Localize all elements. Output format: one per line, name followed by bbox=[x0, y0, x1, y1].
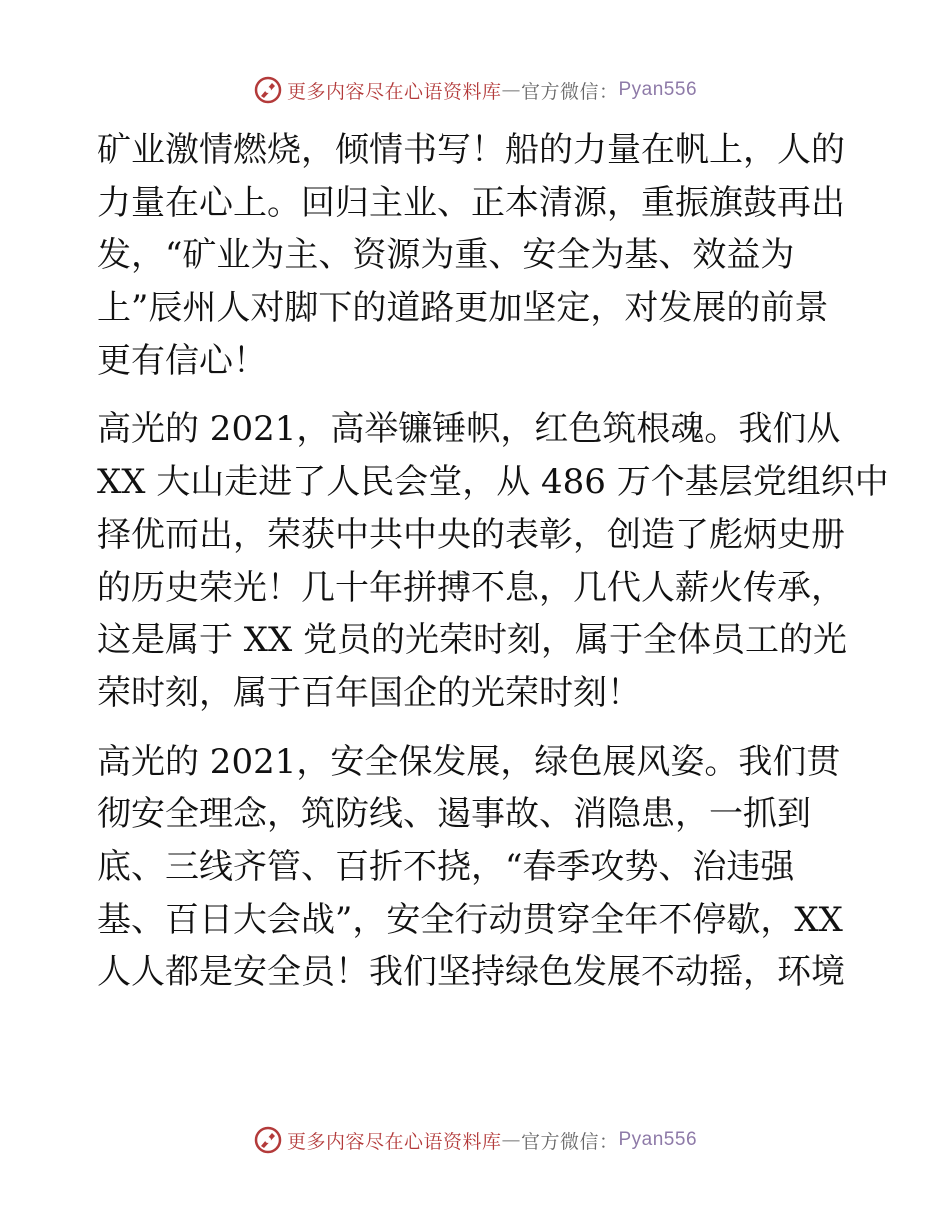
text-line: 上”辰州人对脚下的道路更加坚定，对发展的前景 bbox=[97, 288, 829, 329]
text-line: 发，“矿业为主、资源为重、安全为基、效益为 bbox=[97, 235, 795, 276]
text-line: 基、百日大会战”，安全行动贯穿全年不停歇，XX bbox=[97, 899, 843, 940]
paragraph-2 bbox=[97, 403, 889, 719]
text-line: XX 大山走进了人民会堂，从 486 万个基层党组织中 bbox=[97, 462, 889, 503]
paragraph-1 bbox=[97, 124, 857, 387]
footer-watermark bbox=[0, 1120, 950, 1160]
text-line: 人人都是安全员！我们坚持绿色发展不动摇，环境 bbox=[97, 952, 845, 993]
watermark-id: Pyan556 bbox=[618, 79, 698, 100]
text-line: 彻安全理念，筑防线、遏事故、消隐患，一抓到 bbox=[97, 794, 811, 835]
logo-icon bbox=[253, 1125, 283, 1155]
paragraph-3 bbox=[97, 736, 857, 999]
text-line: 矿业激情燃烧，倾情书写！船的力量在帆上，人的 bbox=[97, 130, 845, 170]
document-body bbox=[97, 124, 889, 1015]
text-line: 荣时刻，属于百年国企的光荣时刻！ bbox=[97, 672, 641, 713]
watermark-dash: — bbox=[501, 1129, 521, 1151]
text-line: 的历史荣光！几十年拼搏不息，几代人薪火传承， bbox=[97, 567, 845, 608]
watermark-text: 更多内容尽在心语资料库 bbox=[286, 1130, 502, 1153]
watermark-text: 更多内容尽在心语资料库 bbox=[286, 80, 502, 103]
text-line: 高光的 2021，高举镰锤帜，红色筑根魂。我们从 bbox=[97, 409, 841, 450]
text-line: 这是属于 XX 党员的光荣时刻，属于全体员工的光 bbox=[97, 620, 848, 661]
text-line: 底、三线齐管、百折不挠，“春季攻势、治违强 bbox=[97, 846, 795, 887]
text-line: 择优而出，荣获中共中央的表彰，创造了彪炳史册 bbox=[97, 514, 845, 555]
text-line: 更有信心！ bbox=[97, 340, 267, 381]
watermark-dash: — bbox=[501, 79, 521, 101]
logo-icon bbox=[253, 75, 283, 105]
text-line: 高光的 2021，安全保发展，绿色展风姿。我们贯 bbox=[97, 741, 841, 782]
watermark-label: 官方微信： bbox=[520, 80, 619, 103]
header-watermark bbox=[0, 70, 950, 110]
watermark-id: Pyan556 bbox=[618, 1129, 698, 1150]
watermark-label: 官方微信： bbox=[520, 1130, 619, 1153]
text-line: 力量在心上。回归主业、正本清源，重振旗鼓再出 bbox=[97, 182, 845, 223]
